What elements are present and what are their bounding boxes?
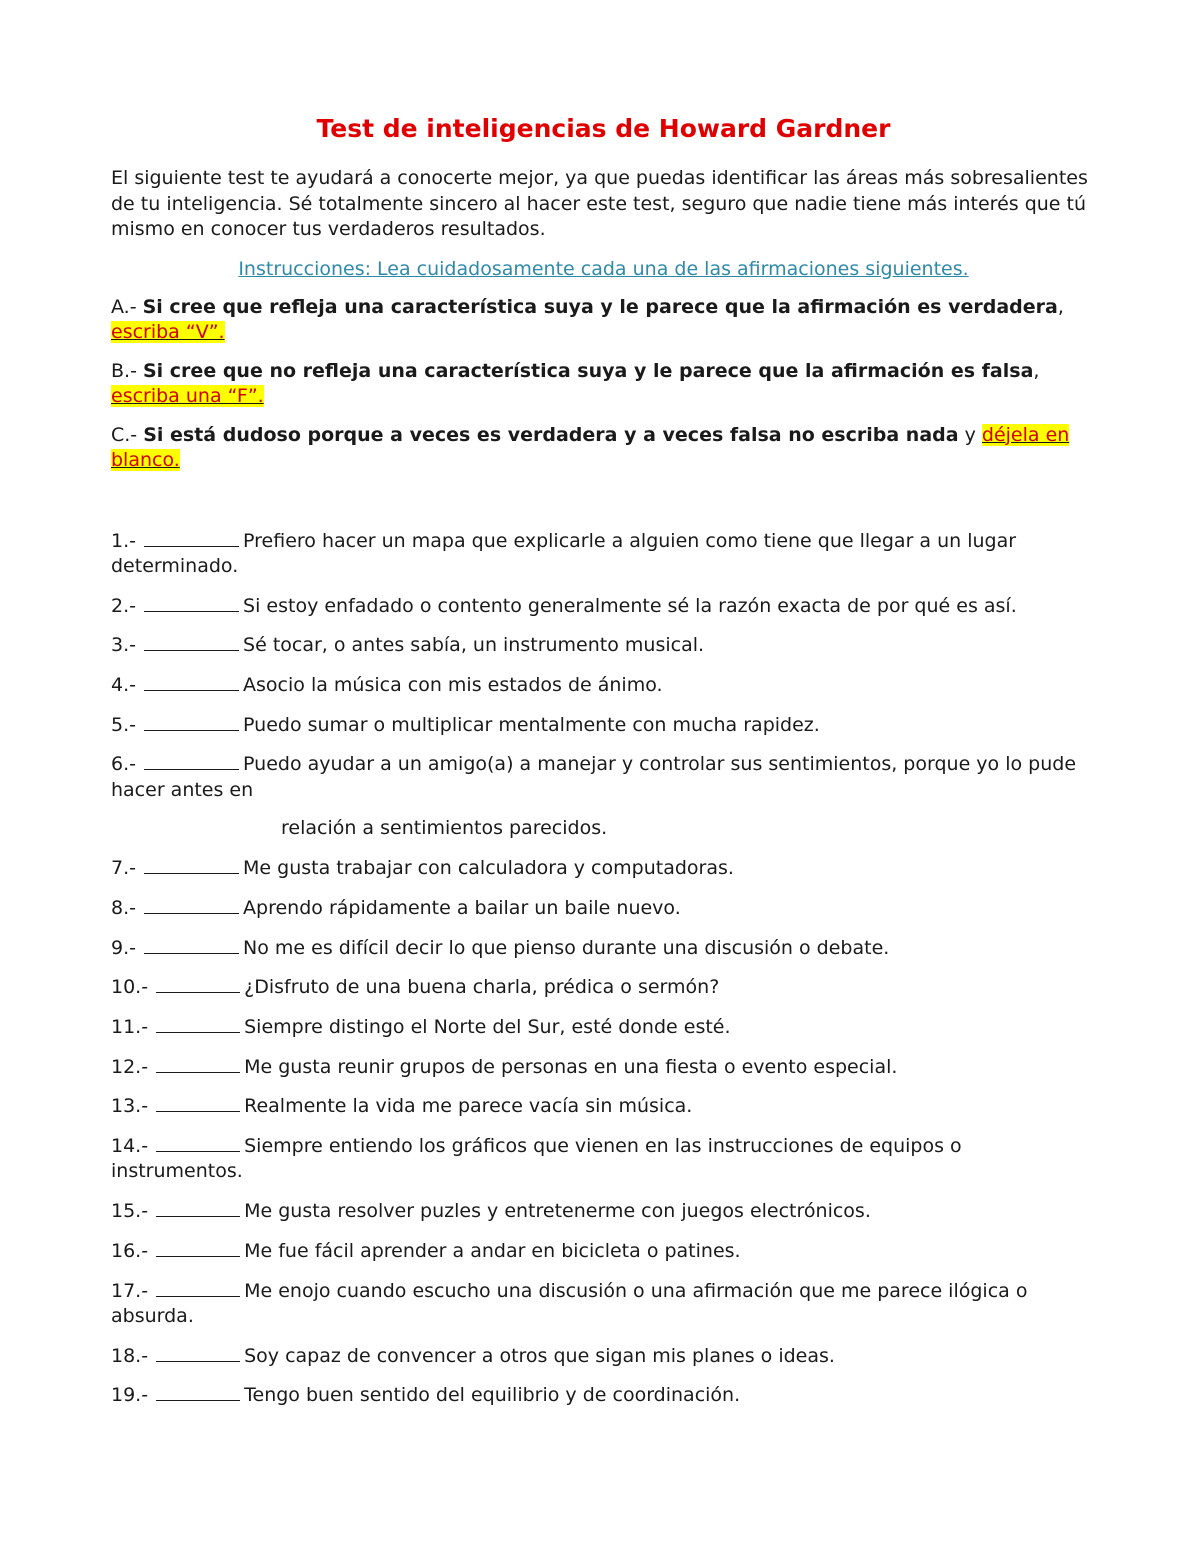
rule-letter: B.- [111,359,137,382]
answer-blank[interactable] [144,713,239,731]
statement-text: Me gusta reunir grupos de personas en una fiesta o evento especial. [244,1055,898,1078]
statement-number: 16.- [111,1239,149,1262]
answer-blank[interactable] [144,594,239,612]
statement-item [111,633,1096,659]
statement-text: Puedo sumar o multiplicar mentalmente con mucha rapidez. [243,713,820,736]
answer-blank[interactable] [144,896,239,914]
rule-text: Si cree que refleja una característica suya y le parece que la afirmación es verdadera [142,295,1058,318]
statement-text: Me fue fácil aprender a andar en bicicleta o patines. [244,1239,741,1262]
statement-number: 15.- [111,1200,149,1223]
statement-text: Si estoy enfadado o contento generalmente sé la razón exacta de por qué es así. [243,594,1017,617]
statement-number: 10.- [111,976,149,999]
answer-blank[interactable] [156,975,240,993]
statement-text: Soy capaz de convencer a otros que sigan mis planes o ideas. [244,1344,835,1367]
answer-blank[interactable] [156,1279,240,1297]
statement-item [111,856,1096,882]
statement-text: Sé tocar, o antes sabía, un instrumento musical. [243,634,705,657]
statement-number: 4.- [111,674,136,697]
statement-item [111,896,1096,922]
statement-item [111,1344,1096,1370]
statement-continuation: relación a sentimientos parecidos. [281,817,608,840]
answer-blank[interactable] [156,1134,240,1152]
answer-blank[interactable] [144,673,239,691]
statement-item [111,673,1096,699]
statement-text: Siempre entiendo los gráficos que vienen en las instrucciones de equipos o instrumentos. [111,1134,962,1183]
rule-letter: A.- [111,295,137,318]
statement-text: No me es difícil decir lo que pienso durante una discusión o debate. [243,936,890,959]
rule-text: Si cree que no refleja una característica suya y le parece que la afirmación es falsa [142,359,1034,382]
rule-highlight: escriba una “F”. [111,385,264,407]
rule-separator: y [958,423,982,446]
statement-text: Puedo ayudar a un amigo(a) a manejar y controlar sus sentimientos, porque yo lo pude hacer antes en [111,753,1077,801]
statement-number: 5.- [111,713,136,736]
statement-item [111,1055,1096,1081]
statement-item [111,1383,1096,1409]
document-title: Test de inteligencias de Howard Gardner [316,114,891,143]
statement-item [111,1199,1096,1225]
statement-text: Asocio la música con mis estados de ánimo. [243,674,663,697]
rule-highlight: déjela en blanco. [111,423,1070,471]
statement-number: 18.- [111,1344,149,1367]
statement-item [111,1239,1096,1265]
statement-number: 19.- [111,1384,149,1407]
answer-blank[interactable] [156,1344,240,1362]
statement-number: 17.- [111,1279,149,1302]
statement-item [111,1015,1096,1041]
statement-number: 14.- [111,1134,149,1157]
statement-text: Me enojo cuando escucho una discusión o una afirmación que me parece ilógica o absurda. [111,1279,1028,1327]
answer-blank[interactable] [144,752,239,770]
statement-text: Aprendo rápidamente a bailar un baile nuevo. [243,896,681,919]
instructions-heading: Instrucciones: Lea cuidadosamente cada una de las afirmaciones siguientes. [238,257,969,280]
statement-number: 8.- [111,896,136,919]
statement-number: 6.- [111,753,136,776]
statement-list [111,529,1096,1409]
statement-number: 1.- [111,529,136,552]
statement-item [111,594,1096,620]
statement-text: Me gusta resolver puzles y entretenerme con juegos electrónicos. [244,1200,871,1223]
statement-item [111,936,1096,962]
statement-item [111,713,1096,739]
rule-separator: , [1033,359,1040,382]
rule-b [111,359,1096,410]
answer-blank[interactable] [144,633,239,651]
statement-item [111,1094,1096,1120]
statement-number: 13.- [111,1095,149,1118]
statement-item [111,1279,1096,1330]
answer-blank[interactable] [144,856,239,874]
statement-number: 9.- [111,936,136,959]
rule-text: Si está dudoso porque a veces es verdadera y a veces falsa no escriba nada [143,423,959,446]
statement-text: Realmente la vida me parece vacía sin música. [244,1095,693,1118]
statement-number: 3.- [111,634,136,657]
statement-number: 2.- [111,594,136,617]
rule-a [111,295,1096,346]
statement-item [111,1134,1096,1185]
answer-blank[interactable] [156,1055,240,1073]
answer-blank[interactable] [144,936,239,954]
document-page [111,112,1096,1423]
statement-text: Prefiero hacer un mapa que explicarle a alguien como tiene que llegar a un lugar determinado. [111,529,1017,577]
statement-text: ¿Disfruto de una buena charla, prédica o sermón? [244,976,720,999]
intro-paragraph: El siguiente test te ayudará a conocerte mejor, ya que puedas identificar las áreas más sobresalientes de tu inteligencia. Sé totalmente sincero al hacer este test, seguro que nadie tiene más interés que tú mismo en conocer tus verdaderos resultados. [111,167,1088,240]
statement-item [111,752,1096,842]
rule-highlight: escriba “V”. [111,321,225,343]
answer-blank[interactable] [156,1239,240,1257]
statement-text: Me gusta trabajar con calculadora y computadoras. [243,857,734,880]
statement-text: Tengo buen sentido del equilibrio y de coordinación. [244,1384,741,1407]
answer-blank[interactable] [144,529,239,547]
spacer [111,487,1096,529]
answer-blank[interactable] [156,1015,240,1033]
answer-blank[interactable] [156,1094,240,1112]
answer-blank[interactable] [156,1383,240,1401]
statement-number: 7.- [111,857,136,880]
rule-separator: , [1057,295,1064,318]
answer-blank[interactable] [156,1199,240,1217]
statement-item [111,975,1096,1001]
statement-item [111,529,1096,580]
statement-number: 12.- [111,1055,149,1078]
rule-letter: C.- [111,423,138,446]
rules-list [111,295,1096,474]
statement-text: Siempre distingo el Norte del Sur, esté donde esté. [244,1015,731,1038]
statement-number: 11.- [111,1015,149,1038]
rule-c [111,423,1096,474]
